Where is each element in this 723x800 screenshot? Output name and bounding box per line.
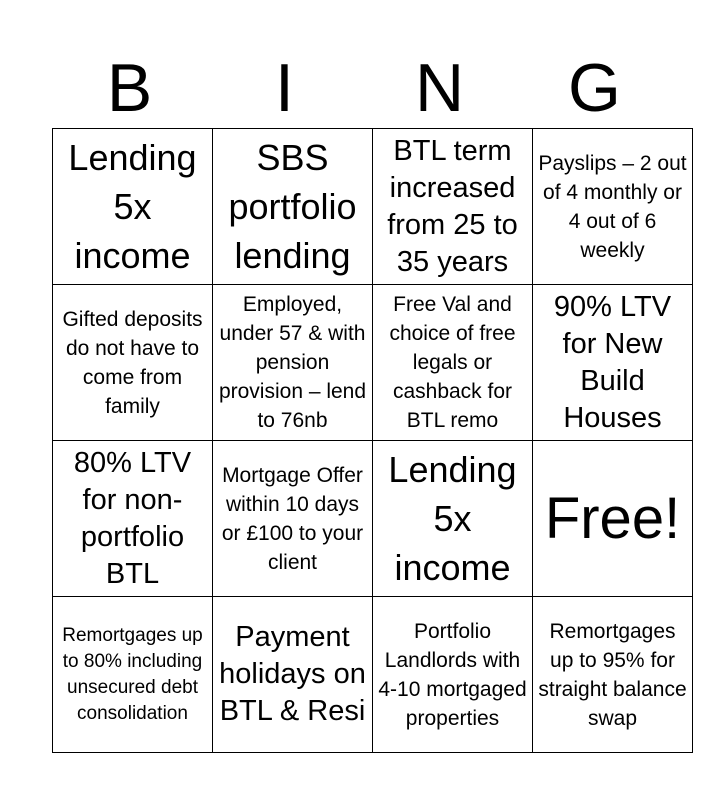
bingo-cell-1-4: Payslips – 2 out of 4 monthly or 4 out of 6 weekly — [533, 129, 693, 285]
bingo-cell-4-2: Payment holidays on BTL & Resi — [213, 597, 373, 753]
header-letter-b: B — [106, 50, 153, 126]
bingo-cell-2-2: Employed, under 57 & with pension provision – lend to 76nb — [213, 285, 373, 441]
board-row-3 — [53, 441, 693, 597]
bingo-cell-2-4: 90% LTV for New Build Houses — [533, 285, 693, 441]
bingo-cell-1-1: Lending 5x income — [53, 129, 213, 285]
bingo-cell-2-3: Free Val and choice of free legals or cashback for BTL remo — [373, 285, 533, 441]
header-letter-i: I — [275, 50, 294, 126]
header-letter-n: N — [414, 50, 465, 126]
board-row-2 — [53, 285, 693, 441]
bingo-cell-1-2: SBS portfolio lending — [213, 129, 373, 285]
bingo-cell-1-3: BTL term increased from 25 to 35 years — [373, 129, 533, 285]
bingo-cell-3-2: Mortgage Offer within 10 days or £100 to your client — [213, 441, 373, 597]
board-row-1 — [53, 129, 693, 285]
bingo-cell-4-4: Remortgages up to 95% for straight balance swap — [533, 597, 693, 753]
bingo-cell-3-3: Lending 5x income — [373, 441, 533, 597]
header-letter-g: G — [568, 50, 621, 126]
board-row-4 — [53, 597, 693, 753]
bingo-cell-3-1: 80% LTV for non-portfolio BTL — [53, 441, 213, 597]
bingo-cell-4-1: Remortgages up to 80% including unsecured debt consolidation — [53, 597, 213, 753]
bingo-cell-2-1: Gifted deposits do not have to come from family — [53, 285, 213, 441]
bingo-header — [52, 48, 672, 128]
bingo-board — [52, 128, 693, 753]
bingo-cell-4-3: Portfolio Landlords with 4-10 mortgaged properties — [373, 597, 533, 753]
bingo-cell-free: Free! — [533, 441, 693, 597]
